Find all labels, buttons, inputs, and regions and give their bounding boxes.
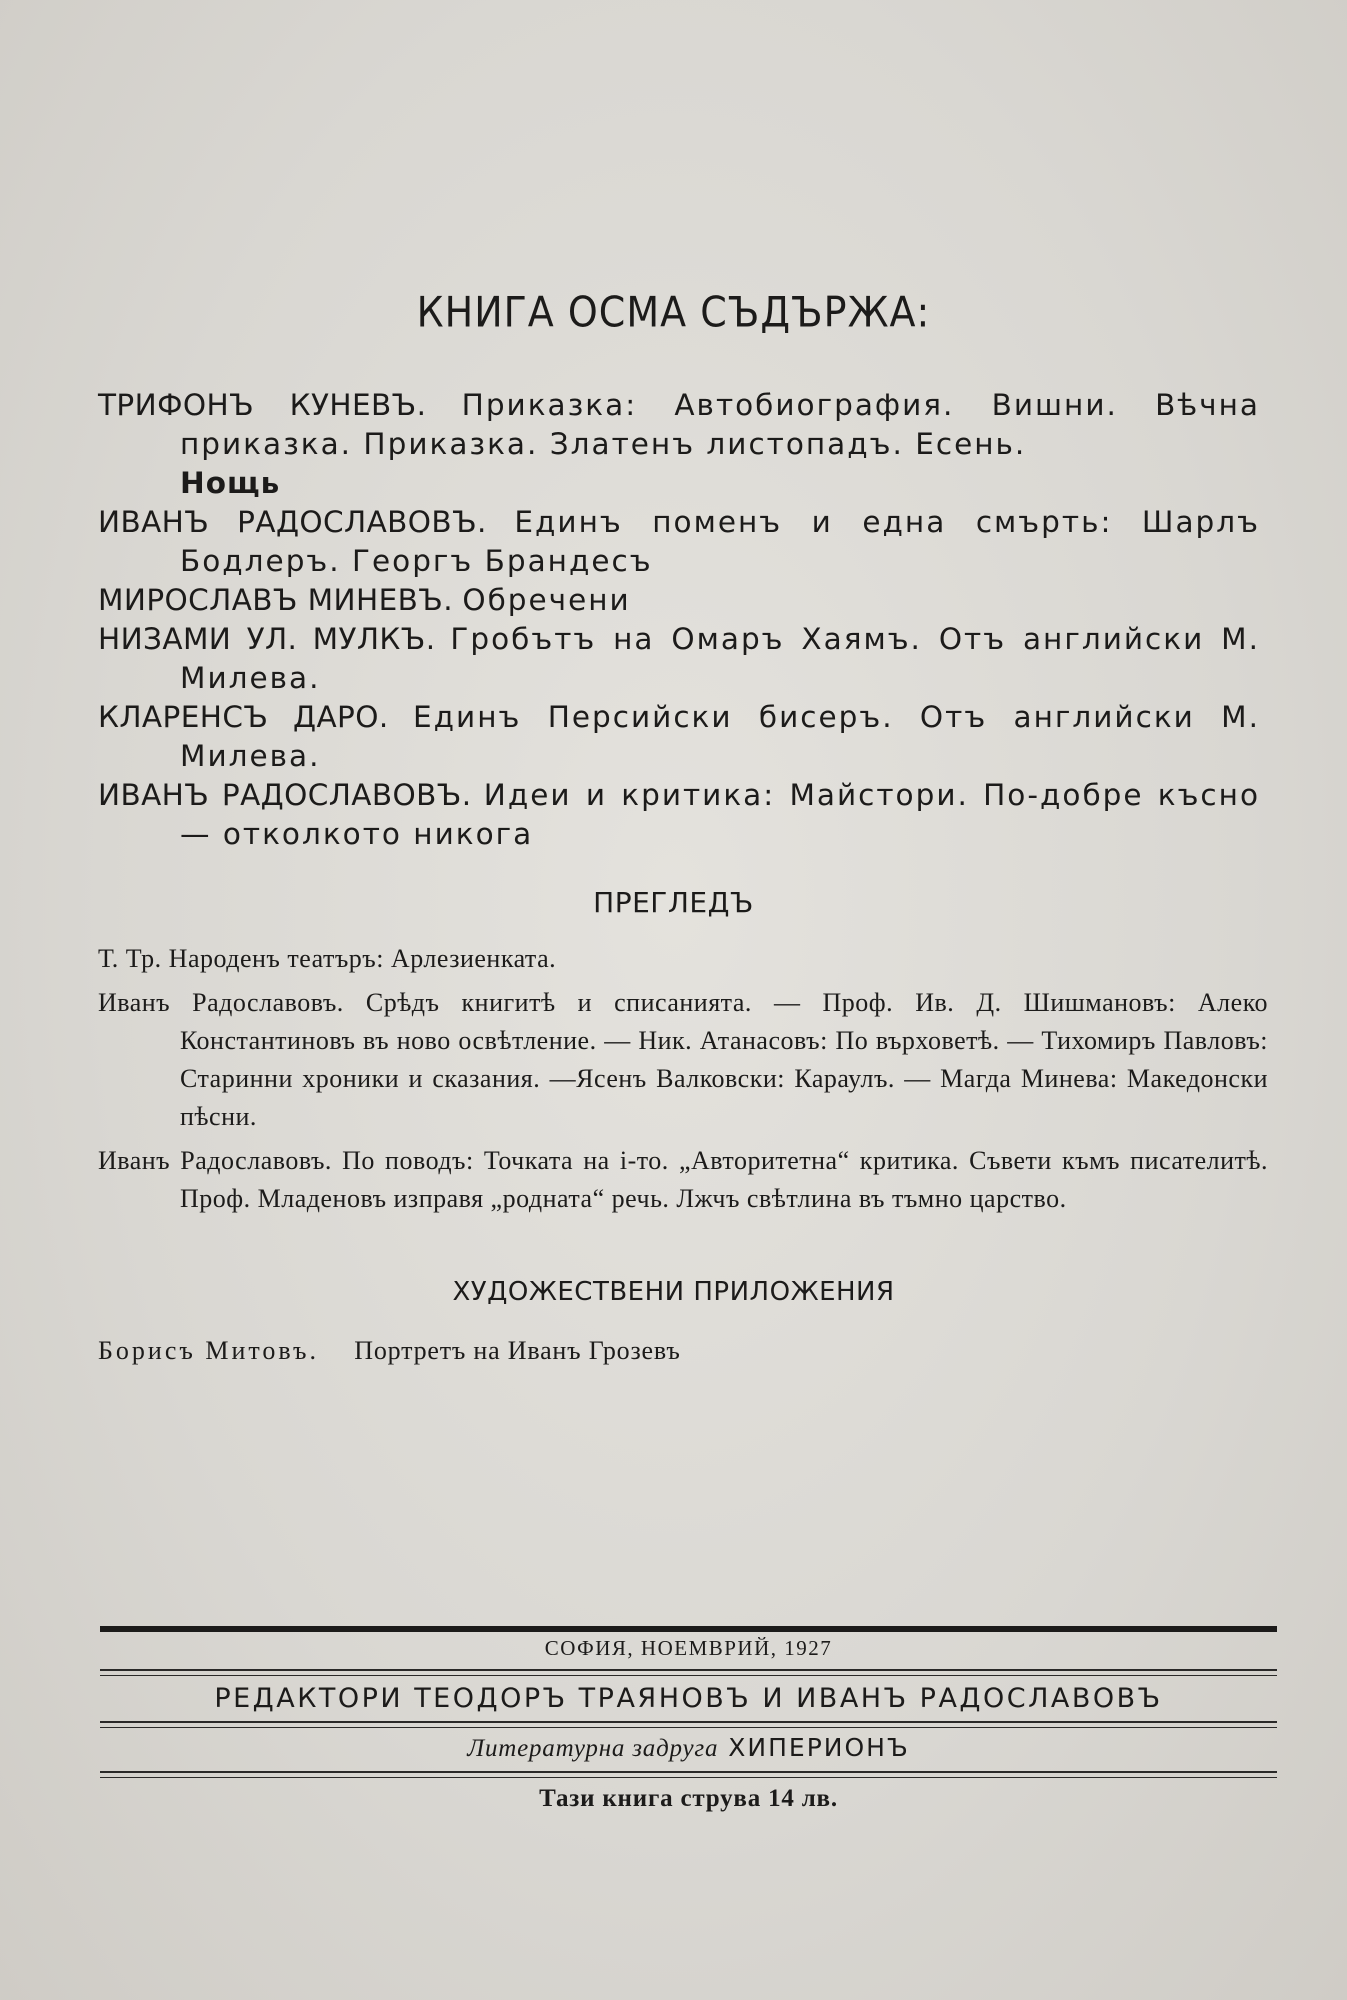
- art-work: Портретъ на Иванъ Грозевъ: [354, 1336, 681, 1365]
- contents-entry: [98, 776, 1260, 854]
- entry-text: Единъ поменъ и една смърть: Шарлъ Бодлеръ. Георгъ Брандесъ: [180, 505, 1260, 578]
- contents-entry: [98, 503, 1260, 581]
- art-entry: [98, 1336, 681, 1366]
- entry-author: КЛАРЕНСЪ ДАРО.: [98, 700, 389, 734]
- review-item: Иванъ Радославовъ. По поводъ: Точката на і-то. „Авторитетна“ критика. Съвети къмъ писателитѣ. Проф. Младеновъ изправя „родната“ речь. Лжчъ свѣтлина въ тъмно царство.: [98, 1146, 1268, 1213]
- art-author: Борисъ Митовъ.: [98, 1336, 319, 1365]
- entry-author: НИЗАМИ УЛ. МУЛКЪ.: [98, 622, 436, 656]
- entry-author: ИВАНЪ РАДОСЛАВОВЪ.: [98, 778, 472, 812]
- entry-text: Приказка: Автобиография. Вишни. Вѣчна приказка. Приказка. Златенъ листопадъ. Есень.: [180, 388, 1260, 461]
- review-heading: ПРЕГЛЕДЪ: [593, 886, 754, 919]
- footer-price: Тази книга струва 14 лв.: [539, 1785, 838, 1812]
- page-title: КНИГА ОСМА СЪДЪРЖА:: [416, 287, 931, 337]
- entry-author: ТРИФОНЪ КУНЕВЪ.: [98, 388, 427, 422]
- entry-author: ИВАНЪ РАДОСЛАВОВЪ.: [98, 505, 487, 539]
- society-name: ХИПЕРИОНЪ: [728, 1733, 910, 1762]
- entry-text: Единъ Персийски бисеръ. Отъ английски М. Милева.: [180, 700, 1260, 773]
- contents-entry: [98, 581, 1260, 620]
- entry-text: Гробътъ на Омаръ Хаямъ. Отъ английски М. Милева.: [180, 622, 1260, 695]
- entry-author: МИРОСЛАВЪ МИНЕВЪ.: [98, 583, 453, 617]
- contents-entry: [98, 698, 1260, 776]
- entry-tail: Нощь: [180, 466, 281, 500]
- contents-list: [98, 386, 1260, 854]
- contents-entry: [98, 386, 1260, 503]
- society-label: Литературна задруга: [467, 1735, 719, 1762]
- review-item: Т. Тр. Народенъ театъръ: Арлезиенката.: [98, 944, 557, 973]
- entry-text: Обречени: [462, 583, 631, 617]
- review-item: Иванъ Радославовъ. Срѣдъ книгитѣ и списанията. — Проф. Ив. Д. Шишмановъ: Алеко Константиновъ въ ново освѣтление. — Ник. Атанасовъ: По върховетѣ. — Тихомиръ Павловъ: Старинни хроники и сказания. —Ясенъ Валковски: Караулъ. — Магда Минева: Македонски пѣсни.: [98, 988, 1268, 1131]
- contents-entry: [98, 620, 1260, 698]
- footer-rule-thick: [100, 1626, 1277, 1632]
- footer-rule: [100, 1721, 1277, 1723]
- footer-editors: РЕДАКТОРИ ТЕОДОРЪ ТРАЯНОВЪ И ИВАНЪ РАДОСЛАВОВЪ: [214, 1683, 1163, 1714]
- footer-rule: [100, 1669, 1277, 1671]
- review-list: [98, 940, 1268, 1224]
- entry-text: Идеи и критика: Майстори. По-добре късно — отколкото никога: [180, 778, 1260, 851]
- footer-society: [100, 1733, 1277, 1763]
- art-heading: ХУДОЖЕСТВЕНИ ПРИЛОЖЕНИЯ: [452, 1277, 895, 1307]
- footer-city-date: СОФИЯ, НОЕМВРИЙ, 1927: [544, 1636, 833, 1660]
- footer-rule: [100, 1771, 1277, 1773]
